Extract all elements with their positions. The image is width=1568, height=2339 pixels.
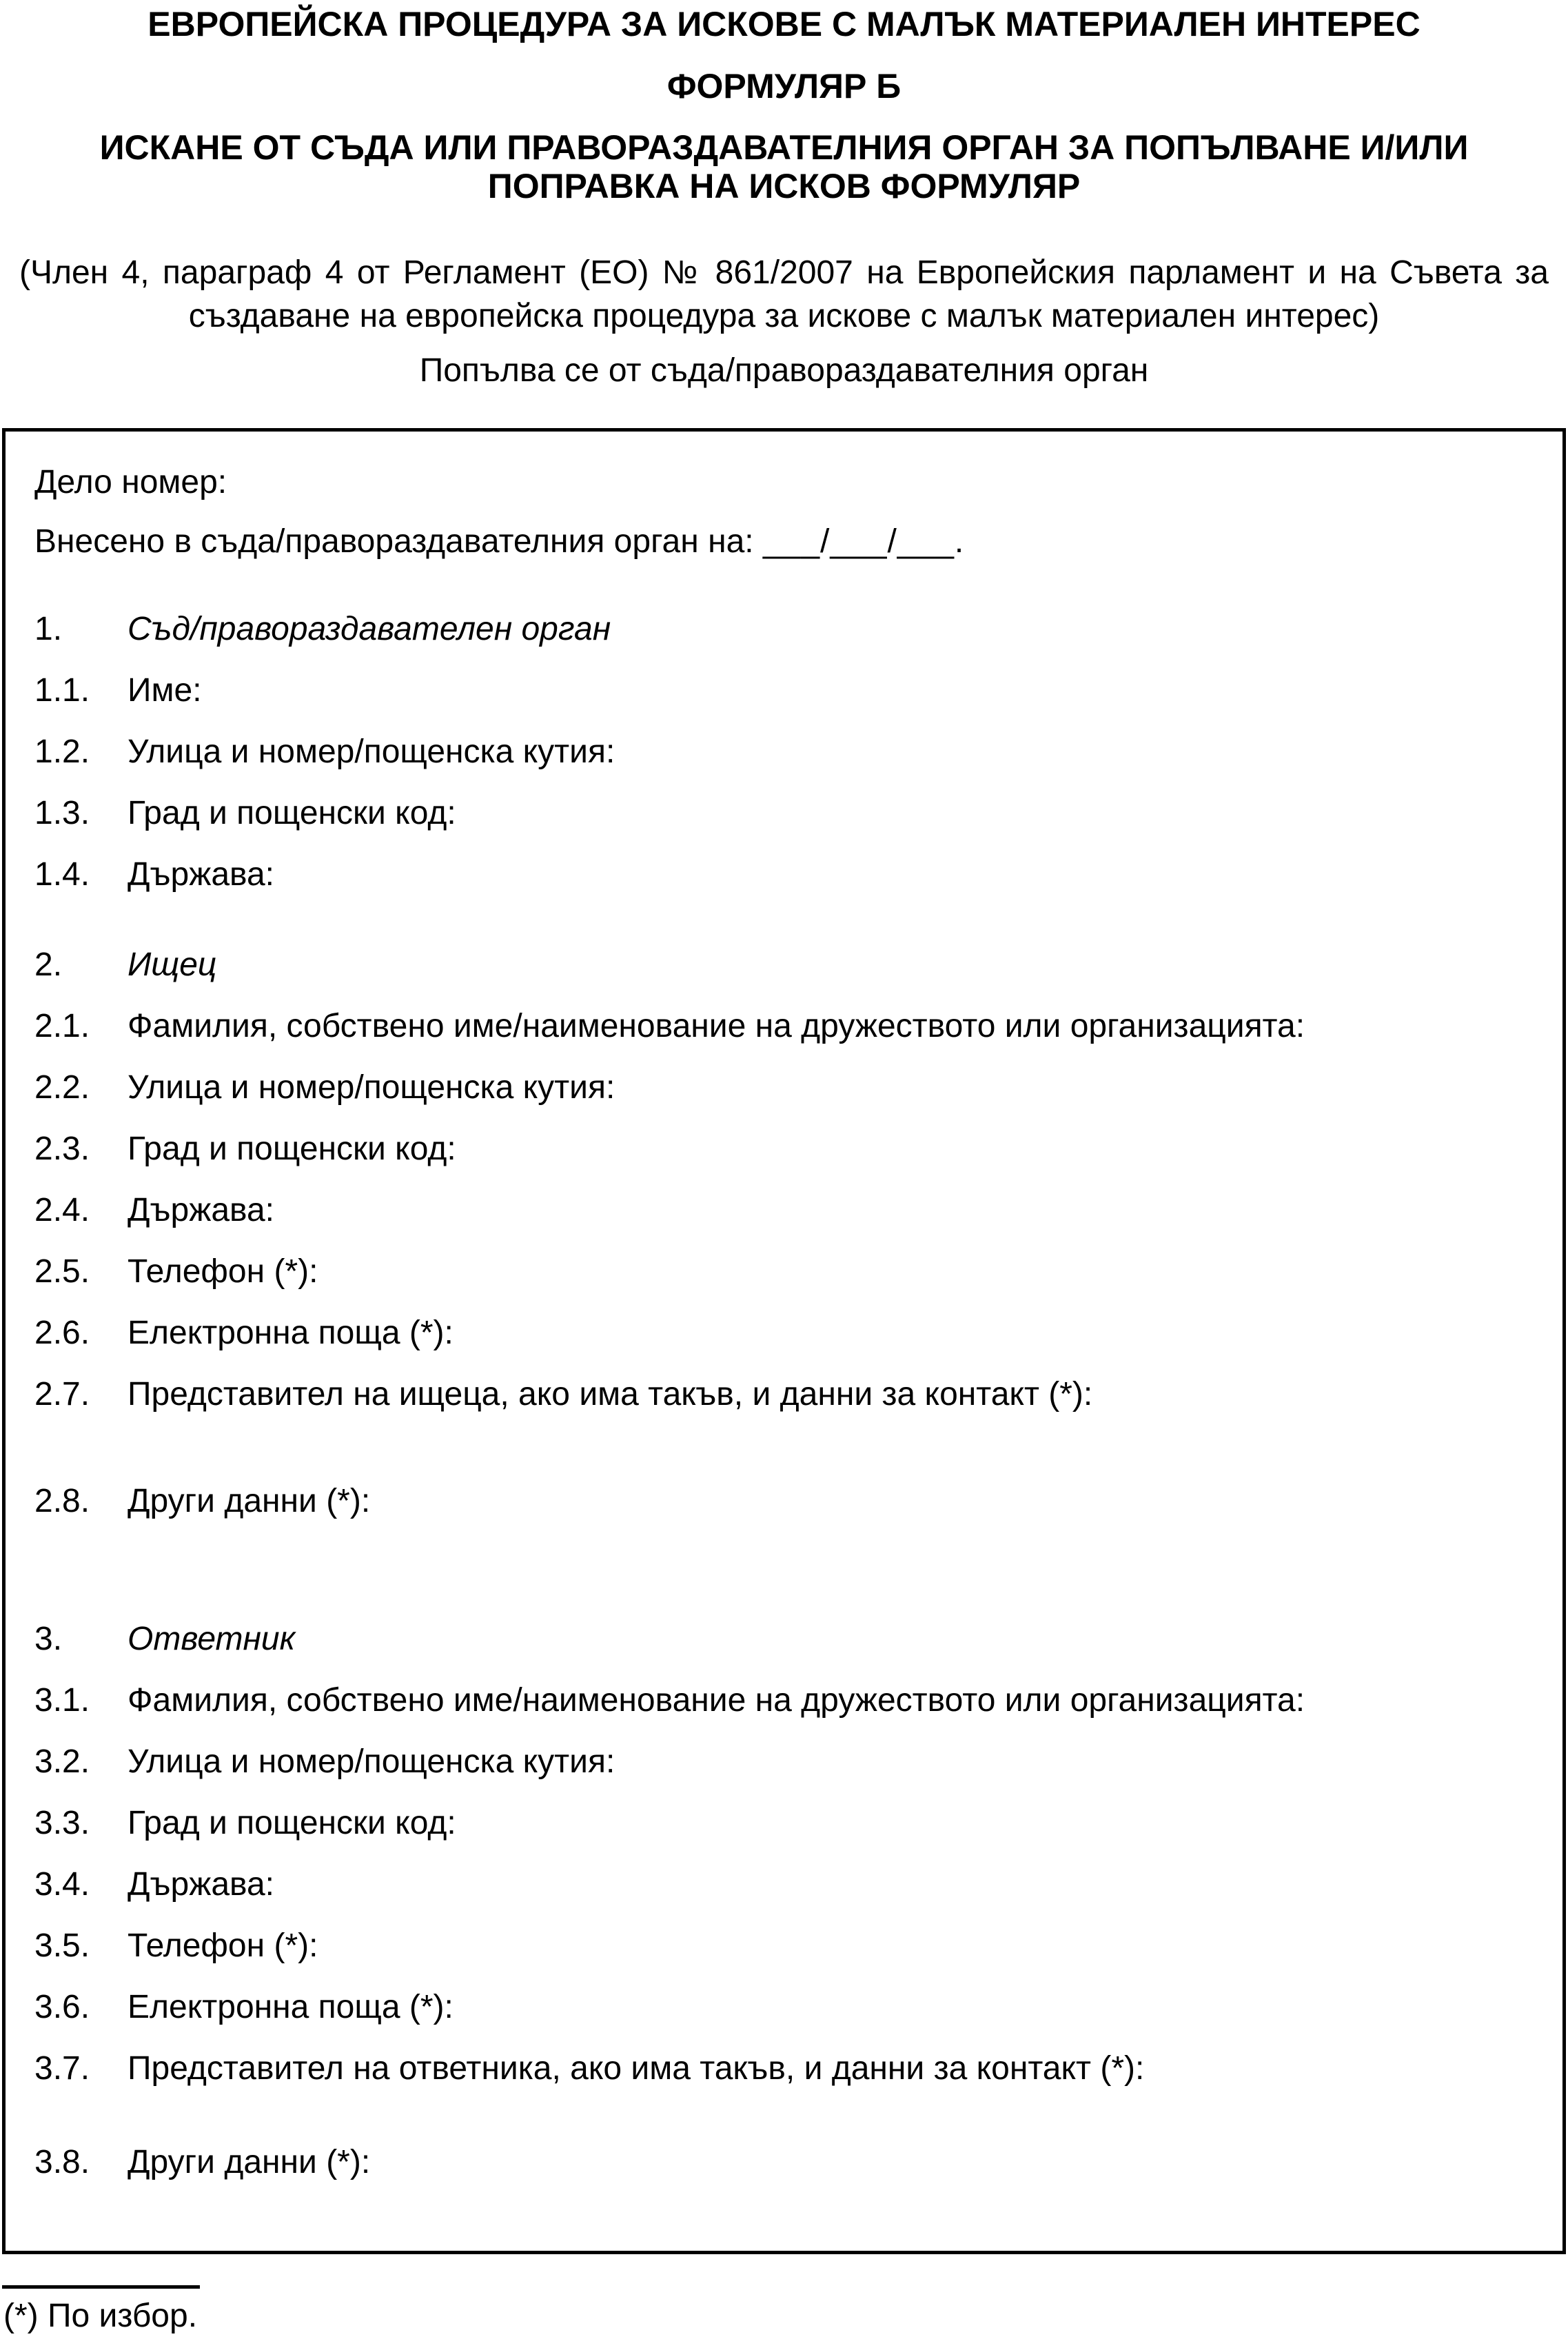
form-item-2-4 — [34, 1191, 1535, 1230]
item-number: 3.8. — [34, 2144, 90, 2180]
form-item-1-2 — [34, 733, 1535, 771]
form-item-3-2 — [34, 1743, 1535, 1781]
case-box — [2, 428, 1566, 2254]
item-number: 2.6. — [34, 1315, 90, 1351]
item-number: 2.4. — [34, 1192, 90, 1228]
form-item-1-1 — [34, 671, 1535, 710]
section-number: 2. — [34, 946, 63, 983]
form-item-3-7 — [34, 2049, 1535, 2088]
item-number: 3.2. — [34, 1743, 90, 1780]
form-item-3-5 — [34, 1927, 1535, 1965]
item-number: 3.1. — [34, 1682, 90, 1719]
item-label: Представител на ответника, ако има такъв, и данни за контакт (*): — [128, 2050, 1145, 2087]
section-title: Ответник — [128, 1621, 296, 1657]
item-label: Град и пощенски код: — [128, 1131, 456, 1167]
item-number: 1.3. — [34, 795, 90, 831]
item-number: 3.5. — [34, 1927, 90, 1964]
item-label: Телефон (*): — [128, 1253, 318, 1290]
item-label: Електронна поща (*): — [128, 1315, 454, 1351]
form-item-3-4 — [34, 1865, 1535, 1904]
item-number: 2.3. — [34, 1131, 90, 1167]
item-label: Държава: — [128, 1192, 274, 1228]
item-number: 3.6. — [34, 1989, 90, 2025]
section-1-heading — [34, 610, 1535, 649]
form-item-2-6 — [34, 1314, 1535, 1353]
form-item-3-8 — [34, 2143, 1535, 2182]
item-label: Улица и номер/пощенска кутия: — [128, 1069, 615, 1106]
item-number: 3.3. — [34, 1805, 90, 1841]
form-item-2-1 — [34, 1007, 1535, 1046]
section-title: Съд/правораздавателен орган — [128, 611, 611, 647]
item-label: Телефон (*): — [128, 1927, 318, 1964]
item-label: Фамилия, собствено име/наименование на дружеството или организацията: — [128, 1682, 1305, 1719]
footnote-text: По избор. — [48, 2298, 198, 2334]
form-item-2-3 — [34, 1130, 1535, 1168]
form-item-3-6 — [34, 1988, 1535, 2027]
footnote — [3, 2297, 1547, 2336]
item-number: 1.1. — [34, 672, 90, 709]
item-number: 1.4. — [34, 856, 90, 893]
item-label: Представител на ищеца, ако има такъв, и данни за контакт (*): — [128, 1376, 1093, 1412]
form-item-2-8 — [34, 1482, 1535, 1521]
item-label: Други данни (*): — [128, 2144, 371, 2180]
item-label: Град и пощенски код: — [128, 795, 456, 831]
item-label: Име: — [128, 672, 202, 709]
item-label: Фамилия, собствено име/наименование на дружеството или организацията: — [128, 1008, 1305, 1044]
form-item-3-3 — [34, 1804, 1535, 1843]
legal-basis-paragraph: (Член 4, параграф 4 от Регламент (ЕО) № 861/2007 на Европейския парламент и на Съвета за създаване на европейска процедура за искове с малък материален интерес) — [19, 254, 1549, 334]
form-item-2-5 — [34, 1253, 1535, 1291]
form-item-2-2 — [34, 1069, 1535, 1107]
filing-date-line — [34, 523, 1535, 561]
case-number-line — [34, 463, 1535, 502]
item-number: 2.2. — [34, 1069, 90, 1106]
page-title: ЕВРОПЕЙСКА ПРОЦЕДУРА ЗА ИСКОВЕ С МАЛЪК МАТЕРИАЛЕН ИНТЕРЕС — [147, 5, 1421, 43]
form-label: ФОРМУЛЯР Б — [666, 67, 902, 105]
item-number: 2.5. — [34, 1253, 90, 1290]
item-label: Други данни (*): — [128, 1483, 371, 1519]
item-number: 2.8. — [34, 1483, 90, 1519]
section-title: Ищец — [128, 946, 217, 983]
form-item-3-1 — [34, 1681, 1535, 1720]
item-number: 3.7. — [34, 2050, 90, 2087]
footnote-marker: (*) — [3, 2298, 39, 2334]
page-subtitle: ИСКАНЕ ОТ СЪДА ИЛИ ПРАВОРАЗДАВАТЕЛНИЯ ОРГАН ЗА ПОПЪЛВАНЕ И/ИЛИ ПОПРАВКА НА ИСКОВ ФОРМУЛЯР — [99, 128, 1469, 205]
form-item-1-4 — [34, 855, 1535, 894]
item-label: Държава: — [128, 1866, 274, 1903]
filing-date-label: Внесено в съда/правораздавателния орган на: — [34, 523, 754, 560]
item-label: Улица и номер/пощенска кутия: — [128, 733, 615, 770]
item-label: Град и пощенски код: — [128, 1805, 456, 1841]
item-number: 2.7. — [34, 1376, 90, 1412]
item-number: 3.4. — [34, 1866, 90, 1903]
item-number: 1.2. — [34, 733, 90, 770]
section-number: 1. — [34, 611, 63, 647]
fill-instruction: Попълва се от съда/правораздавателния орган — [419, 352, 1149, 389]
item-label: Държава: — [128, 856, 274, 893]
case-number-label: Дело номер: — [34, 464, 227, 500]
footnote-divider — [2, 2285, 200, 2289]
section-3-heading — [34, 1620, 1535, 1659]
form-item-2-7 — [34, 1375, 1535, 1414]
section-2-heading — [34, 946, 1535, 984]
item-label: Улица и номер/пощенска кутия: — [128, 1743, 615, 1780]
form-item-1-3 — [34, 794, 1535, 833]
item-label: Електронна поща (*): — [128, 1989, 454, 2025]
item-number: 2.1. — [34, 1008, 90, 1044]
section-number: 3. — [34, 1621, 63, 1657]
filing-date-blank: ___/___/___. — [762, 523, 965, 560]
